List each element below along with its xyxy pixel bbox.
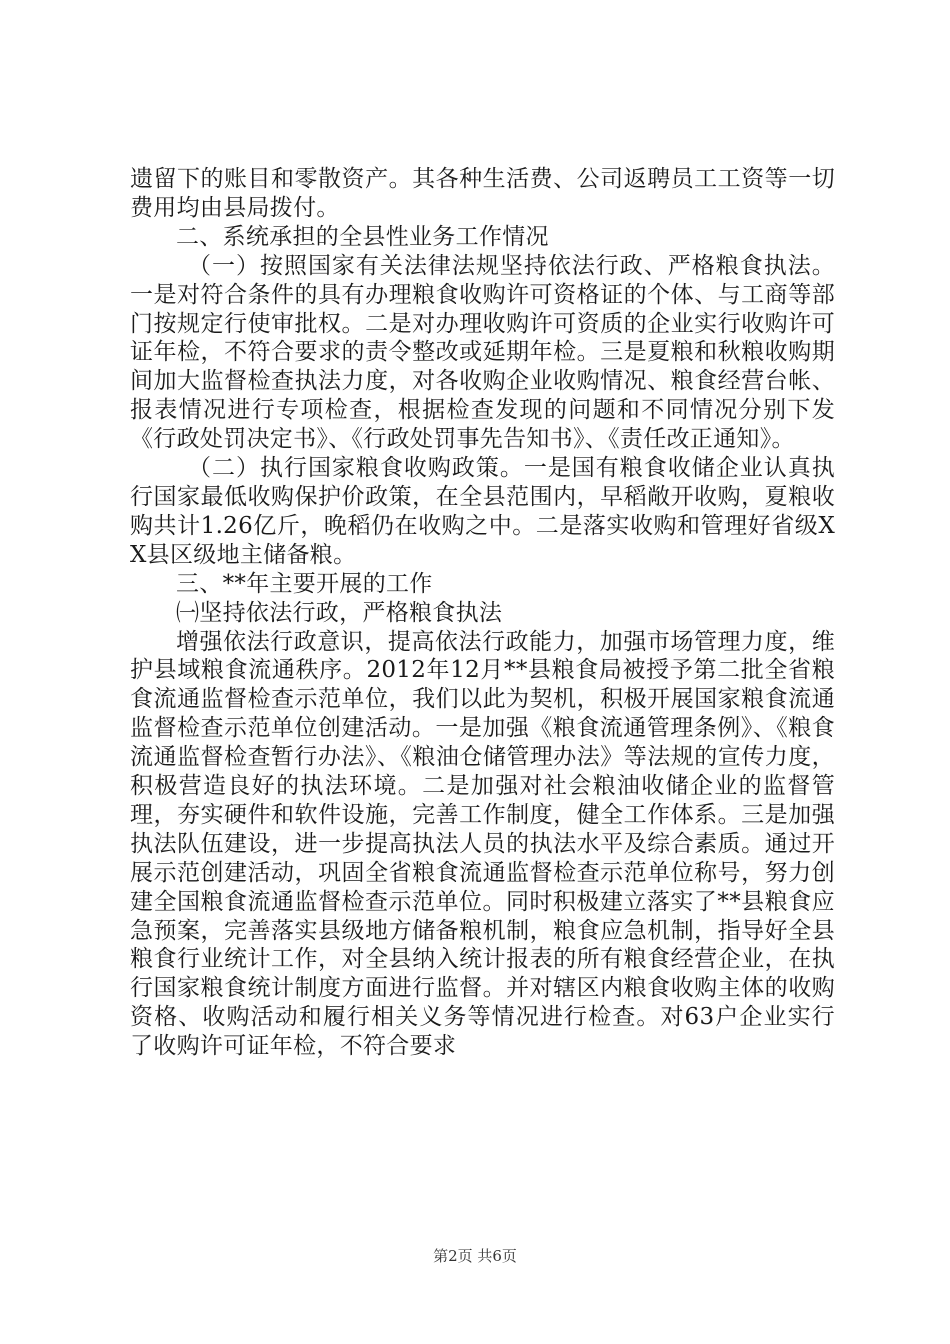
paragraph-subsection-1: （一）按照国家有关法律法规坚持依法行政、严格粮食执法。一是对符合条件的具有办理粮食收购许可资格证的个体、与工商等部门按规定行使审批权。二是对办理收购许可资质的企业实行收购许可证年检，不符合要求的责令整改或延期年检。三是夏粮和秋粮收购期间加大监督检查执法力度，对各收购企业收购情况、粮食经营台帐、报表情况进行专项检查，根据检查发现的问题和不同情况分别下发《行政处罚决定书》、《行政处罚事先告知书》、《责任改正通知》。	[130, 252, 835, 453]
paragraph-subsection-2: （二）执行国家粮食收购政策。一是国有粮食收储企业认真执行国家最低收购保护价政策，在全县范围内，早稻敞开收购，夏粮收购共计1.26亿斤，晚稻仍在收购之中。二是落实收购和管理好省级XX县区级地主储备粮。	[130, 455, 835, 568]
section-heading-2: 二、系统承担的全县性业务工作情况	[176, 223, 549, 250]
paragraph-body: 增强依法行政意识，提高依法行政能力，加强市场管理力度，维护县域粮食流通秩序。2012年12月**县粮食局被授予第二批全省粮食流通监督检查示范单位，我们以此为契机，积极开展国家粮食流通监督检查示范单位创建活动。一是加强《粮食流通管理条例》、《粮食流通监督检查暂行办法》、《粮油仓储管理办法》等法规的宣传力度，积极营造良好的执法环境。二是加强对社会粮油收储企业的监督管理，夯实硬件和软件设施，完善工作制度，健全工作体系。三是加强执法队伍建设，进一步提高执法人员的执法水平及综合素质。通过开展示范创建活动，巩固全省粮食流通监督检查示范单位称号，努力创建全国粮食流通监督检查示范单位。同时积极建立落实了**县粮食应急预案，完善落实县级地方储备粮机制，粮食应急机制，指导好全县粮食行业统计工作，对全县纳入统计报表的所有粮食经营企业，在执行国家粮食统计制度方面进行监督。并对辖区内粮食收购主体的收购资格、收购活动和履行相关义务等情况进行检查。对63户企业实行了收购许可证年检，不符合要求	[130, 628, 835, 1060]
section-heading-3: 三、**年主要开展的工作	[176, 570, 433, 597]
page-number-footer: 第2页 共6页	[433, 1247, 517, 1265]
document-body	[130, 165, 835, 1061]
paragraph-carryover: 遗留下的账目和零散资产。其各种生活费、公司返聘员工工资等一切费用均由县局拨付。	[130, 166, 835, 221]
subsection-heading-1: ㈠坚持依法行政，严格粮食执法	[176, 599, 503, 626]
